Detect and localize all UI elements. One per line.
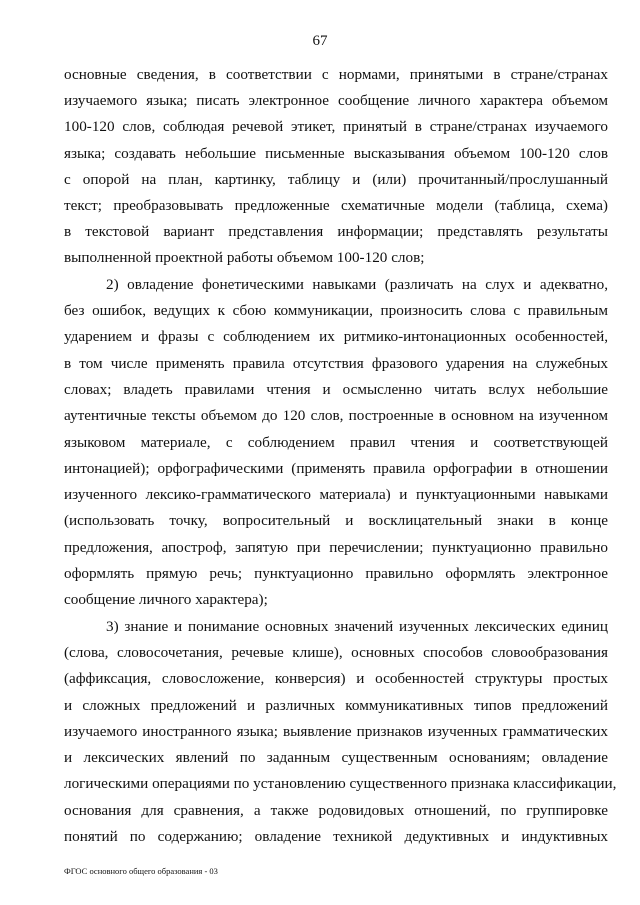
text-line: (использовать точку, вопросительный и восклицательный знаки в конце: [64, 512, 608, 529]
text-line: языковом материале, с соблюдением правил чтения и соответствующей: [64, 434, 608, 451]
text-line: аутентичные тексты объемом до 120 слов, построенные в основном на изученном: [64, 407, 608, 424]
text-line: ударением и фразы с соблюдением их ритмико-интонационных особенностей,: [64, 328, 608, 345]
text-line: в том числе применять правила отсутствия фразового ударения на служебных: [64, 355, 608, 372]
text-line: с опорой на план, картинку, таблицу и (или) прочитанный/прослушанный: [64, 171, 608, 188]
text-line: понятий по содержанию; овладение техникой дедуктивных и индуктивных: [64, 828, 608, 845]
text-line: выполненной проектной работы объемом 100-120 слов;: [64, 249, 425, 266]
paragraph-3-start: 3) знание и понимание основных значений изученных лексических единиц: [106, 618, 608, 635]
text-line: (слова, словосочетания, речевые клише), основных способов словообразования: [64, 644, 608, 661]
text-line: текст; преобразовывать предложенные схематичные модели (таблица, схема): [64, 197, 608, 214]
text-line: изучаемого языка; писать электронное сообщение личного характера объемом: [64, 92, 608, 109]
text-line: словах; владеть правилами чтения и осмысленно читать вслух небольшие: [64, 381, 608, 398]
text-line: в текстовой вариант представления информации; представлять результаты: [64, 223, 608, 240]
text-line: предложения, апостроф, запятую при перечислении; пунктуационно правильно: [64, 539, 608, 556]
text-line: основания для сравнения, а также родовидовых отношений, по группировке: [64, 802, 608, 819]
document-footer: ФГОС основного общего образования - 03: [64, 866, 218, 876]
text-line: логическими операциями по установлению существенного признака классификации,: [64, 775, 617, 792]
text-line: без ошибок, ведущих к сбою коммуникации, произносить слова с правильным: [64, 302, 608, 319]
text-line: основные сведения, в соответствии с нормами, принятыми в стране/странах: [64, 66, 608, 83]
text-line: и сложных предложений и различных коммуникативных типов предложений: [64, 697, 608, 714]
text-line: и лексических явлений по заданным существенным основаниям; овладение: [64, 749, 608, 766]
text-line: изучаемого иностранного языка; выявление признаков изученных грамматических: [64, 723, 608, 740]
paragraph-2-start: 2) овладение фонетическими навыками (различать на слух и адекватно,: [106, 276, 608, 293]
text-line: сообщение личного характера);: [64, 591, 268, 608]
text-line: языка; создавать небольшие письменные высказывания объемом 100-120 слов: [64, 145, 608, 162]
text-line: интонацией); орфографическими (применять правила орфографии в отношении: [64, 460, 608, 477]
text-line: 100-120 слов, соблюдая речевой этикет, принятый в стране/странах изучаемого: [64, 118, 608, 135]
text-line: (аффиксация, словосложение, конверсия) и особенностей структуры простых: [64, 670, 608, 687]
text-line: изученного лексико-грамматического материала) и пунктуационными навыками: [64, 486, 608, 503]
text-line: оформлять прямую речь; пунктуационно правильно оформлять электронное: [64, 565, 608, 582]
page-number: 67: [312, 33, 328, 49]
